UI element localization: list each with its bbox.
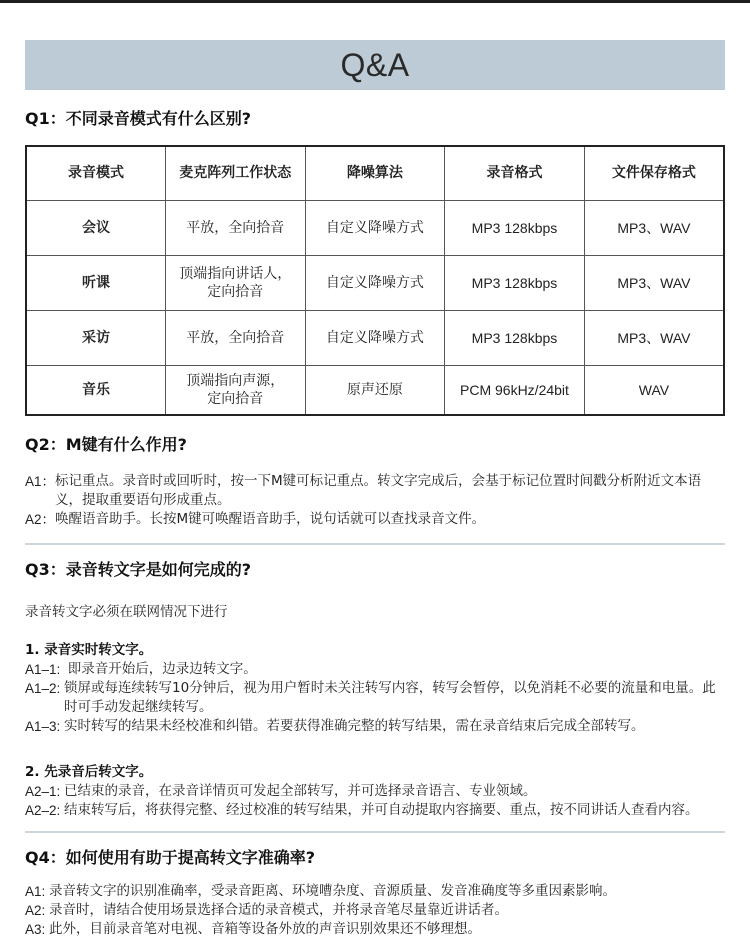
answer-text: 录音时，请结合使用场景选择合适的录音模式，并将录音笔尽量靠近讲话者。 <box>49 902 509 918</box>
answer-item <box>25 472 725 510</box>
save-format-cell: WAV <box>584 365 724 415</box>
answer-label: A1： <box>25 474 56 489</box>
answer-text: 录音转文字的识别准确率，受录音距离、环境嘈杂度、音源质量、发音准确度等多重因素影响。 <box>49 883 617 899</box>
answer-text: 实时转写的结果未经校准和纠错。若要获得准确完整的转写结果，需在录音结束后完成全部转写。 <box>64 718 645 734</box>
table-row <box>26 200 724 255</box>
mic-line: 平放，全向拾音 <box>186 219 285 236</box>
format-cell: MP3 128kbps <box>445 255 585 310</box>
mic-cell <box>166 200 306 255</box>
mic-cell <box>166 310 306 365</box>
noise-cell: 自定义降噪方式 <box>305 310 445 365</box>
answer-item <box>25 660 725 679</box>
q3-section-1 <box>25 641 725 736</box>
table-header: 麦克阵列工作状态 <box>166 146 306 200</box>
answer-list-q4 <box>25 882 725 939</box>
answer-item <box>25 717 725 736</box>
question-4: Q4：如何使用有助于提高转文字准确率? <box>25 848 316 867</box>
format-cell: MP3 128kbps <box>445 310 585 365</box>
noise-cell: 自定义降噪方式 <box>305 200 445 255</box>
mic-cell <box>166 255 306 310</box>
mic-line: 平放，全向拾音 <box>186 329 285 346</box>
table-row <box>26 310 724 365</box>
answer-label: A2–2: <box>25 803 65 818</box>
format-cell: PCM 96kHz/24bit <box>445 365 585 415</box>
answer-item <box>25 679 725 717</box>
answer-text: 唤醒语音助手。长按M键可唤醒语音助手，说句话就可以查找录音文件。 <box>55 511 486 527</box>
mode-cell: 会议 <box>26 200 166 255</box>
table-header: 录音模式 <box>26 146 166 200</box>
answer-text: 锁屏或每连续转写10分钟后，视为用户暂时未关注转写内容，转写会暂停，以免消耗不必要的流量和电量。此时可手动发起继续转写。 <box>64 680 716 715</box>
question-1: Q1：不同录音模式有什么区别? <box>25 109 252 128</box>
mode-cell: 音乐 <box>26 365 166 415</box>
table-header: 降噪算法 <box>305 146 445 200</box>
section-divider <box>25 831 725 833</box>
question-2: Q2：M键有什么作用? <box>25 435 187 454</box>
answer-label: A1: <box>25 884 50 899</box>
table-row <box>26 365 724 415</box>
qa-banner <box>25 40 725 90</box>
q3-section-2 <box>25 763 725 820</box>
answer-label: A2： <box>25 512 56 527</box>
mic-line: 顶端指向声源， <box>186 372 285 389</box>
answer-item <box>25 510 725 529</box>
save-format-cell: MP3、WAV <box>584 200 724 255</box>
noise-cell: 自定义降噪方式 <box>305 255 445 310</box>
answer-text: 此外，目前录音笔对电视、音箱等设备外放的声音识别效果还不够理想。 <box>49 921 482 937</box>
format-cell: MP3 128kbps <box>445 200 585 255</box>
section-title: 1. 录音实时转文字。 <box>25 642 153 658</box>
answer-label: A1–3: <box>25 719 65 734</box>
answer-text: 标记重点。录音时或回听时，按一下M键可标记重点。转文字完成后，会基于标记位置时间戳分析附近文本语义，提取重要语句形成重点。 <box>55 473 702 508</box>
mic-cell <box>166 365 306 415</box>
table-header: 文件保存格式 <box>584 146 724 200</box>
answer-text: 已结束的录音，在录音详情页可发起全部转写，并可选择录音语言、专业领域。 <box>64 783 537 799</box>
answer-item <box>25 920 725 939</box>
save-format-cell: MP3、WAV <box>584 310 724 365</box>
answer-label: A3: <box>25 922 50 937</box>
answer-text: 即录音开始后，边录边转文字。 <box>67 661 257 677</box>
mic-line: 顶端指向讲话人， <box>179 265 292 282</box>
noise-cell: 原声还原 <box>305 365 445 415</box>
recording-modes-table <box>25 145 725 416</box>
section-divider <box>25 543 725 545</box>
answer-label: A2–1: <box>25 784 65 799</box>
mic-line: 定向拾音 <box>207 390 264 407</box>
answer-item <box>25 801 725 820</box>
mode-cell: 听课 <box>26 255 166 310</box>
answer-list-q2 <box>25 472 725 529</box>
q3-note: 录音转文字必须在联网情况下进行 <box>25 604 228 620</box>
mode-cell: 采访 <box>26 310 166 365</box>
mic-line: 定向拾音 <box>207 283 264 300</box>
save-format-cell: MP3、WAV <box>584 255 724 310</box>
answer-item <box>25 782 725 801</box>
answer-item <box>25 882 725 901</box>
answer-text: 结束转写后，将获得完整、经过校准的转写结果，并可自动提取内容摘要、重点，按不同讲话人查看内容。 <box>64 802 699 818</box>
answer-label: A1–2: <box>25 681 65 696</box>
top-border <box>0 0 750 3</box>
answer-item <box>25 901 725 920</box>
page-title: Q&A <box>340 46 410 83</box>
answer-label: A2: <box>25 903 50 918</box>
table-header: 录音格式 <box>445 146 585 200</box>
table-header-row <box>26 146 724 200</box>
section-title: 2. 先录音后转文字。 <box>25 764 153 780</box>
answer-label: A1–1: <box>25 662 68 677</box>
table-row <box>26 255 724 310</box>
question-3: Q3：录音转文字是如何完成的? <box>25 560 252 579</box>
